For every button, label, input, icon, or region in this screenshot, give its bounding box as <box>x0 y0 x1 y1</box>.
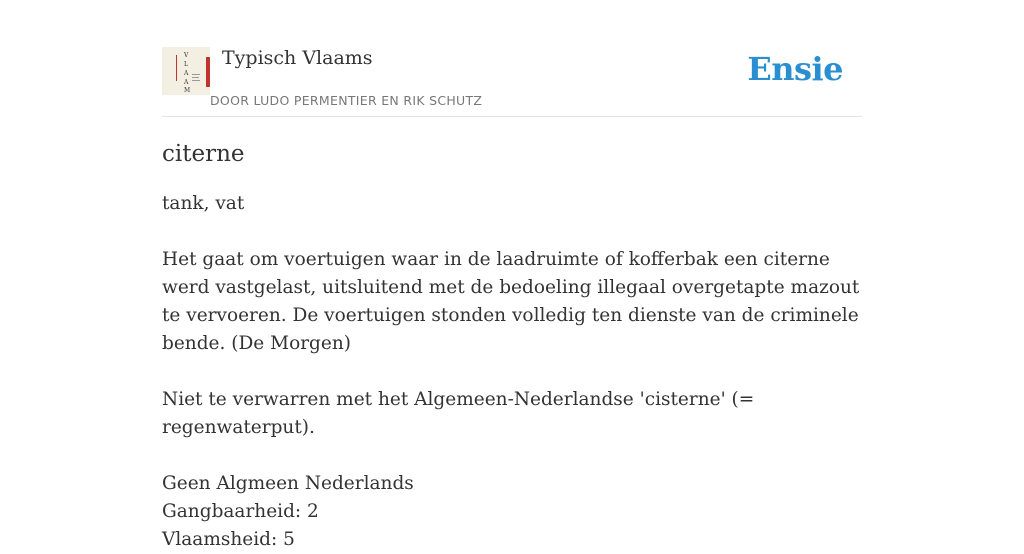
svg-text:L: L <box>184 61 188 68</box>
entry-stats <box>162 470 862 554</box>
entry-body <box>162 190 862 554</box>
svg-text:M: M <box>184 87 191 94</box>
entry-note: Niet te verwarren met het Algemeen-Nederlandse 'cisterne' (= regenwaterput). <box>162 389 755 438</box>
svg-text:V: V <box>184 52 189 59</box>
brand-logo[interactable]: Ensie <box>747 50 843 88</box>
avatar[interactable] <box>162 47 210 95</box>
site-header <box>162 44 862 117</box>
book-cover-icon <box>162 47 210 95</box>
entry-term: citerne <box>162 141 245 167</box>
svg-text:A: A <box>184 70 189 77</box>
site-title[interactable]: Typisch Vlaams <box>222 47 373 69</box>
entry-status: Geen Algmeen Nederlands <box>162 473 414 494</box>
svg-text:A: A <box>184 79 189 86</box>
byline: DOOR LUDO PERMENTIER EN RIK SCHUTZ <box>210 93 483 108</box>
entry-content <box>162 138 862 554</box>
entry-definition: tank, vat <box>162 193 245 214</box>
entry-vlaamsheid: Vlaamsheid: 5 <box>162 529 295 550</box>
entry-gangbaarheid: Gangbaarheid: 2 <box>162 501 319 522</box>
entry-example: Het gaat om voertuigen waar in de laadruimte of kofferbak een citerne werd vastgelast, uitsluitend met de bedoeling illegaal overgetapte mazout te vervoeren. De voertuigen stonden volledig ten dienste van de criminele bende. (De Morgen) <box>162 249 860 354</box>
